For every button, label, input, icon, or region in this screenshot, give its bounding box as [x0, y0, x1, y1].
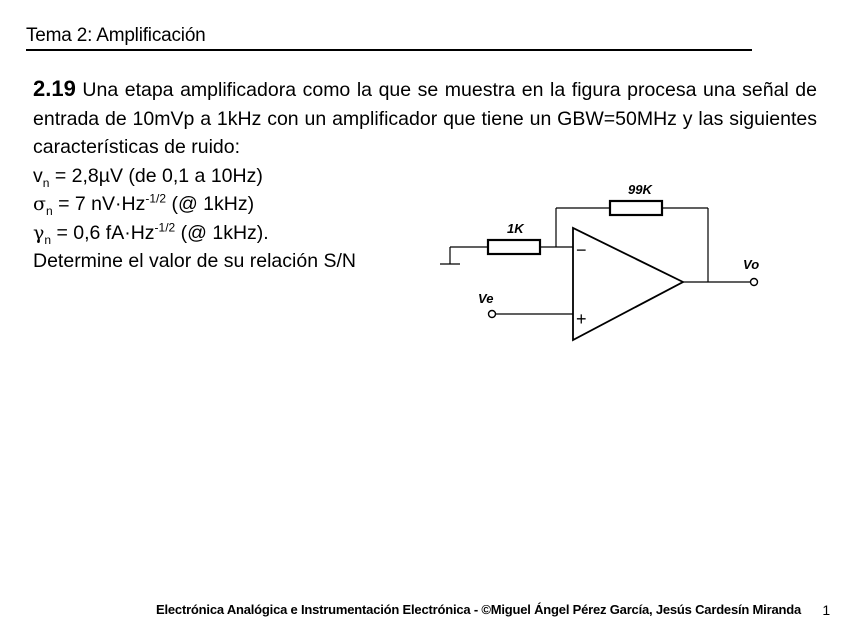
- resistor-1k: [488, 240, 540, 254]
- page-number: 1: [822, 602, 830, 618]
- slide-footer: [0, 600, 848, 622]
- gamma-condition: (@ 1kHz).: [175, 221, 269, 244]
- gamma-symbol: γ: [33, 221, 45, 244]
- footer-credits: Electrónica Analógica e Instrumentación Electrónica - ©Miguel Ángel Pérez García, Jesús Cardesín Miranda: [156, 602, 801, 617]
- label-vo: Vo: [743, 257, 760, 272]
- noninverting-sign: +: [576, 309, 587, 329]
- sigma-subscript: n: [45, 203, 53, 218]
- gamma-subscript: n: [44, 232, 52, 247]
- problem-text: Una etapa amplificadora como la que se muestra en la figura procesa una señal de entrada de 10mVp a 1kHz con un amplificador que tiene un GBW=50MHz y las siguientes características de ruido:: [33, 79, 817, 158]
- gamma-exponent: -1/2: [154, 220, 176, 234]
- sigma-condition: (@ 1kHz): [166, 193, 255, 215]
- label-99k: 99K: [628, 182, 652, 197]
- opamp-triangle: [573, 228, 683, 340]
- slide-title: Tema 2: Amplificación: [26, 25, 206, 46]
- slide-header: [26, 22, 752, 51]
- output-terminal: [751, 279, 758, 286]
- problem-question: Determine el valor de su relación S/N: [33, 250, 356, 272]
- inverting-sign: −: [576, 240, 587, 260]
- amplifier-circuit-diagram: [430, 176, 770, 346]
- label-1k: 1K: [507, 221, 524, 236]
- problem-number: 2.19: [33, 76, 76, 101]
- input-terminal: [489, 311, 496, 318]
- vn-symbol: v: [33, 164, 43, 187]
- resistor-99k: [610, 201, 662, 215]
- gamma-value: = 0,6 fA·Hz: [51, 221, 155, 244]
- sigma-exponent: -1/2: [145, 191, 167, 206]
- sigma-value: = 7 nV·Hz: [52, 193, 146, 215]
- vn-subscript: n: [42, 175, 50, 190]
- problem-statement: [33, 75, 817, 162]
- label-ve: Ve: [478, 291, 494, 306]
- vn-value: = 2,8µV (de 0,1 a 10Hz): [49, 164, 263, 187]
- sigma-symbol: σ: [33, 193, 46, 215]
